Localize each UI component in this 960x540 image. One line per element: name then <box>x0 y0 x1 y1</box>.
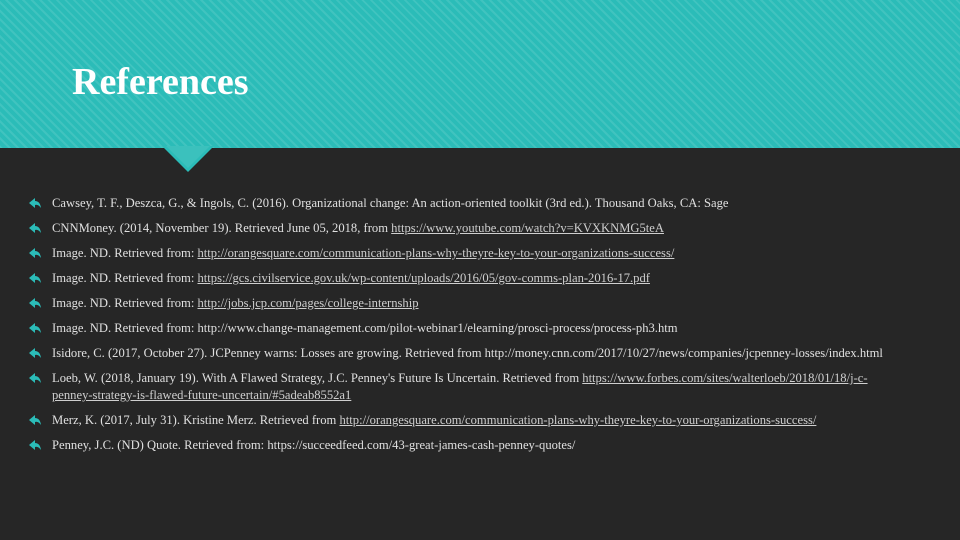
reference-item <box>28 345 908 362</box>
leaf-bullet-icon <box>28 439 42 451</box>
leaf-bullet-icon <box>28 347 42 359</box>
reference-text: Image. ND. Retrieved from: <box>52 246 198 260</box>
reference-item <box>28 437 908 454</box>
reference-text: Cawsey, T. F., Deszca, G., & Ingols, C. (2016). Organizational change: An action-oriented toolkit (3rd ed.). Thousand Oaks, CA: Sage <box>52 196 729 210</box>
reference-link[interactable]: https://gcs.civilservice.gov.uk/wp-content/uploads/2016/05/gov-comms-plan-2016-17.pdf <box>197 271 650 285</box>
leaf-bullet-icon <box>28 247 42 259</box>
reference-text: CNNMoney. (2014, November 19). Retrieved June 05, 2018, from <box>52 221 392 235</box>
reference-item <box>28 370 908 404</box>
reference-text: Image. ND. Retrieved from: <box>52 296 198 310</box>
reference-text: Merz, K. (2017, July 31). Kristine Merz. Retrieved from <box>52 413 340 427</box>
leaf-bullet-icon <box>28 222 42 234</box>
reference-item <box>28 270 908 287</box>
leaf-bullet-icon <box>28 372 42 384</box>
banner-notch-shade <box>166 146 210 168</box>
reference-text: Image. ND. Retrieved from: <box>52 271 198 285</box>
reference-item <box>28 220 908 237</box>
reference-item <box>28 412 908 429</box>
reference-text: Loeb, W. (2018, January 19). With A Flawed Strategy, J.C. Penney's Future Is Uncertain. Retrieved from <box>52 371 583 385</box>
leaf-bullet-icon <box>28 322 42 334</box>
reference-link[interactable]: https://www.forbes.com/sites/walterloeb/2018/01/18/j-c-penney-strategy-is-flawed-future-uncertain/#5adeab8552a1 <box>52 371 868 402</box>
reference-item <box>28 295 908 312</box>
reference-item <box>28 195 908 212</box>
leaf-bullet-icon <box>28 297 42 309</box>
leaf-bullet-icon <box>28 197 42 209</box>
reference-item <box>28 320 908 337</box>
reference-list <box>28 195 908 462</box>
reference-link[interactable]: http://jobs.jcp.com/pages/college-internship <box>197 296 419 310</box>
reference-link[interactable]: https://www.youtube.com/watch?v=KVXKNMG5teA <box>391 221 664 235</box>
reference-text: Image. ND. Retrieved from: http://www.change-management.com/pilot-webinar1/elearning/prosci-process/process-ph3.htm <box>52 321 678 335</box>
leaf-bullet-icon <box>28 272 42 284</box>
reference-link[interactable]: http://orangesquare.com/communication-plans-why-theyre-key-to-your-organizations-success/ <box>197 246 675 260</box>
reference-item <box>28 245 908 262</box>
reference-text: Isidore, C. (2017, October 27). JCPenney warns: Losses are growing. Retrieved from http://money.cnn.com/2017/10/27/news/companies/jcpenney-losses/index.html <box>52 346 883 360</box>
page-title: References <box>72 61 249 103</box>
reference-text: Penney, J.C. (ND) Quote. Retrieved from: https://succeedfeed.com/43-great-james-cash-penney-quotes/ <box>52 438 576 452</box>
reference-link[interactable]: http://orangesquare.com/communication-plans-why-theyre-key-to-your-organizations-success/ <box>339 413 817 427</box>
leaf-bullet-icon <box>28 414 42 426</box>
